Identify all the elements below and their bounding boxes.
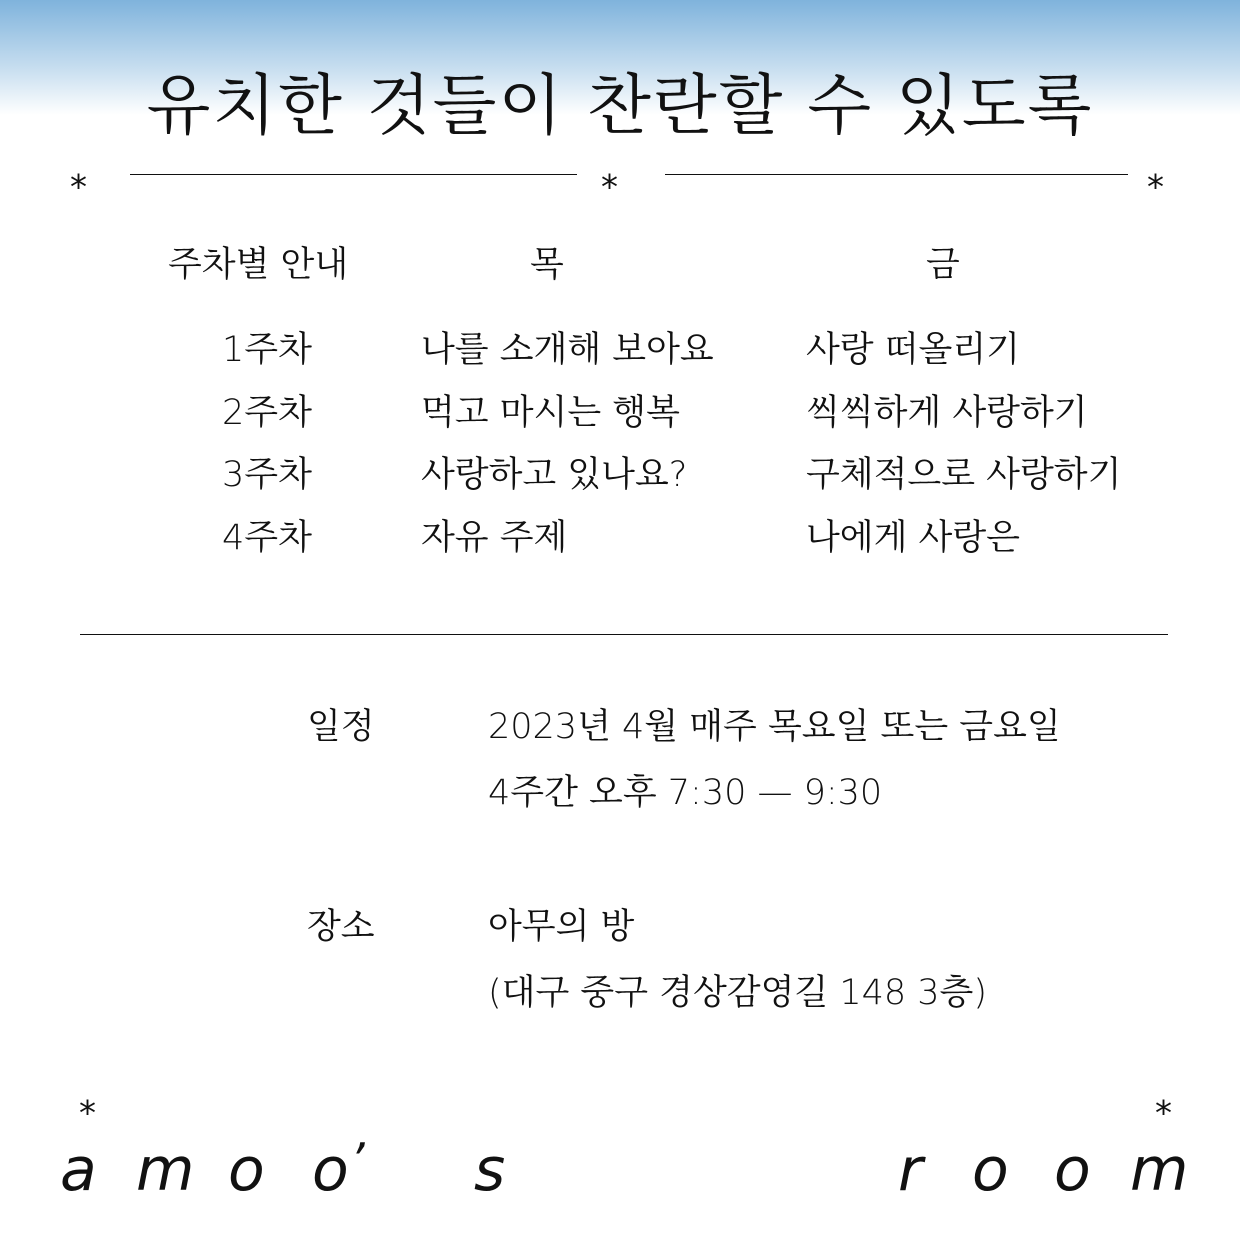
logo-letter: o xyxy=(1054,1135,1091,1205)
asterisk-icon: ⁎ xyxy=(601,157,618,197)
logo-letter: m xyxy=(136,1135,195,1205)
page-title: 유치한 것들이 찬란할 수 있도록 xyxy=(146,67,1094,144)
thursday-topic: 나를 소개해 보아요 xyxy=(421,330,714,370)
week-label: 4주차 xyxy=(222,518,312,558)
friday-topic: 씩씩하게 사랑하기 xyxy=(806,393,1088,433)
week-label: 1주차 xyxy=(222,330,312,370)
schedule-label: 일정 xyxy=(307,707,375,747)
section-divider xyxy=(80,634,1168,635)
logo-letter: o xyxy=(312,1135,349,1205)
logo-letter: a xyxy=(60,1135,97,1205)
thursday-topic: 사랑하고 있나요? xyxy=(421,455,688,495)
place-address: (대구 중구 경상감영길 148 3층) xyxy=(488,973,987,1013)
logo-letter: o xyxy=(972,1135,1009,1205)
divider-line xyxy=(130,174,577,175)
column-header-weekly-guide: 주차별 안내 xyxy=(168,245,349,285)
logo-letter: o xyxy=(228,1135,265,1205)
thursday-topic: 먹고 마시는 행복 xyxy=(421,393,680,433)
logo-letter: r xyxy=(898,1135,923,1205)
place-name: 아무의 방 xyxy=(488,907,635,947)
friday-topic: 사랑 떠올리기 xyxy=(806,330,1020,370)
logo-letter: s xyxy=(474,1135,506,1205)
asterisk-icon: ⁎ xyxy=(79,1083,96,1123)
asterisk-icon: ⁎ xyxy=(1155,1083,1172,1123)
asterisk-icon: ⁎ xyxy=(70,157,87,197)
friday-topic: 나에게 사랑은 xyxy=(806,518,1020,558)
place-label: 장소 xyxy=(307,907,375,947)
asterisk-icon: ⁎ xyxy=(1147,157,1164,197)
thursday-topic: 자유 주제 xyxy=(421,518,568,558)
column-header-thursday: 목 xyxy=(530,245,564,285)
week-label: 3주차 xyxy=(222,455,312,495)
friday-topic: 구체적으로 사랑하기 xyxy=(806,455,1122,495)
week-label: 2주차 xyxy=(222,393,312,433)
schedule-time: 4주간 오후 7:30 — 9:30 xyxy=(488,773,883,813)
divider-line xyxy=(665,174,1128,175)
schedule-dates: 2023년 4월 매주 목요일 또는 금요일 xyxy=(488,707,1061,747)
logo-letter: m xyxy=(1130,1135,1189,1205)
logo-apostrophe: ’ xyxy=(350,1133,365,1187)
column-header-friday: 금 xyxy=(926,245,960,285)
